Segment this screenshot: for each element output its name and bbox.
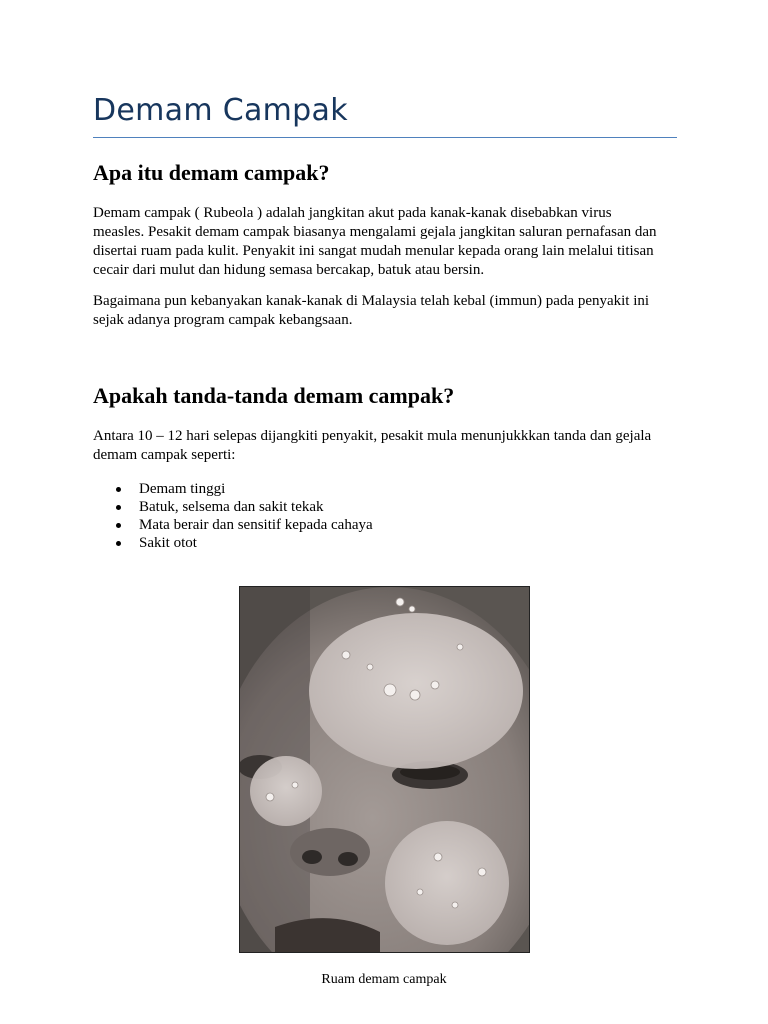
baby-face-illustration — [240, 587, 529, 952]
list-item-text: Sakit otot — [139, 535, 197, 551]
list-item-text: Batuk, selsema dan sakit tekak — [139, 499, 324, 515]
text-line: disertai ruam pada kulit. Penyakit ini sangat mudah menular kepada orang lain melalui titisan — [93, 243, 654, 259]
list-item-text: Demam tinggi — [139, 481, 226, 497]
list-item-text: Mata berair dan sensitif kepada cahaya — [139, 517, 373, 533]
text-line: Bagaimana pun kebanyakan kanak-kanak di Malaysia telah kebal (immun) pada penyakit ini — [93, 293, 650, 309]
paragraph-symptoms-intro — [93, 427, 683, 465]
bullet-icon — [116, 541, 121, 546]
title-underline — [93, 137, 677, 138]
text-line: demam campak seperti: — [93, 447, 236, 463]
list-item — [113, 516, 373, 534]
symptom-list — [113, 480, 373, 552]
text-line: measles. Pesakit demam campak biasanya mengalami gejala jangkitan saluran pernafasan dan — [93, 224, 657, 240]
section-heading-what-is-measles: Apa itu demam campak? — [93, 160, 330, 185]
paragraph-definition — [93, 204, 683, 280]
document-title: Demam Campak — [93, 93, 348, 128]
paragraph-immunity — [93, 292, 683, 330]
bullet-icon — [116, 505, 121, 510]
text-line: Antara 10 – 12 hari selepas dijangkiti penyakit, pesakit mula menunjukkkan tanda dan gejala — [93, 428, 652, 444]
bullet-icon — [116, 523, 121, 528]
figure-caption: Ruam demam campak — [321, 972, 447, 987]
list-item — [113, 480, 373, 498]
bullet-icon — [116, 487, 121, 492]
list-item — [113, 534, 373, 552]
text-line: cecair dari mulut dan hidung semasa bercakap, batuk atau bersin. — [93, 262, 485, 278]
section-heading-symptoms: Apakah tanda-tanda demam campak? — [93, 383, 455, 408]
text-line: sejak adanya program campak kebangsaan. — [93, 312, 353, 328]
list-item — [113, 498, 373, 516]
text-line: Demam campak ( Rubeola ) adalah jangkitan akut pada kanak-kanak disebabkan virus — [93, 205, 612, 221]
measles-rash-photo — [239, 586, 530, 953]
